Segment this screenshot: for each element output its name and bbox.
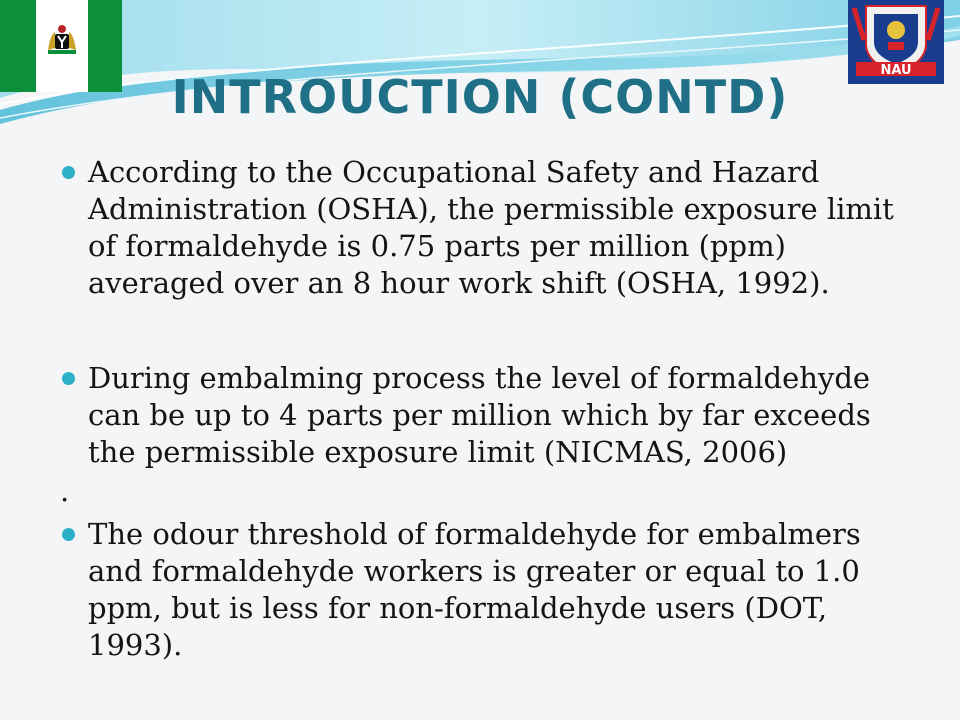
bullet-item	[60, 360, 910, 471]
slide-title: INTROUCTION (CONTD)	[171, 70, 789, 124]
stray-period: .	[60, 474, 70, 508]
bullet-dot-icon	[62, 372, 75, 385]
bullet-text: According to the Occupational Safety and Hazard Administration (OSHA), the permissible exposure limit of formaldehyde is 0.75 parts per million (ppm) averaged over an 8 hour work shift (OSHA, 1992).	[88, 155, 894, 300]
bullet-item	[60, 154, 910, 302]
bullet-text: The odour threshold of formaldehyde for embalmers and formaldehyde workers is greater or equal to 1.0 ppm, but is less for non-formaldehyde users (DOT, 1993).	[88, 517, 861, 662]
nigeria-coat-of-arms-icon	[42, 20, 82, 60]
bullet-item	[60, 516, 910, 664]
bullet-list	[60, 154, 910, 664]
bullet-dot-icon	[62, 528, 75, 541]
bullet-text: During embalming process the level of formaldehyde can be up to 4 parts per million which by far exceeds the permissible exposure limit (NICMAS, 2006)	[88, 361, 871, 469]
nau-logo-text: NAU	[880, 63, 912, 78]
bullet-dot-icon	[62, 166, 75, 179]
